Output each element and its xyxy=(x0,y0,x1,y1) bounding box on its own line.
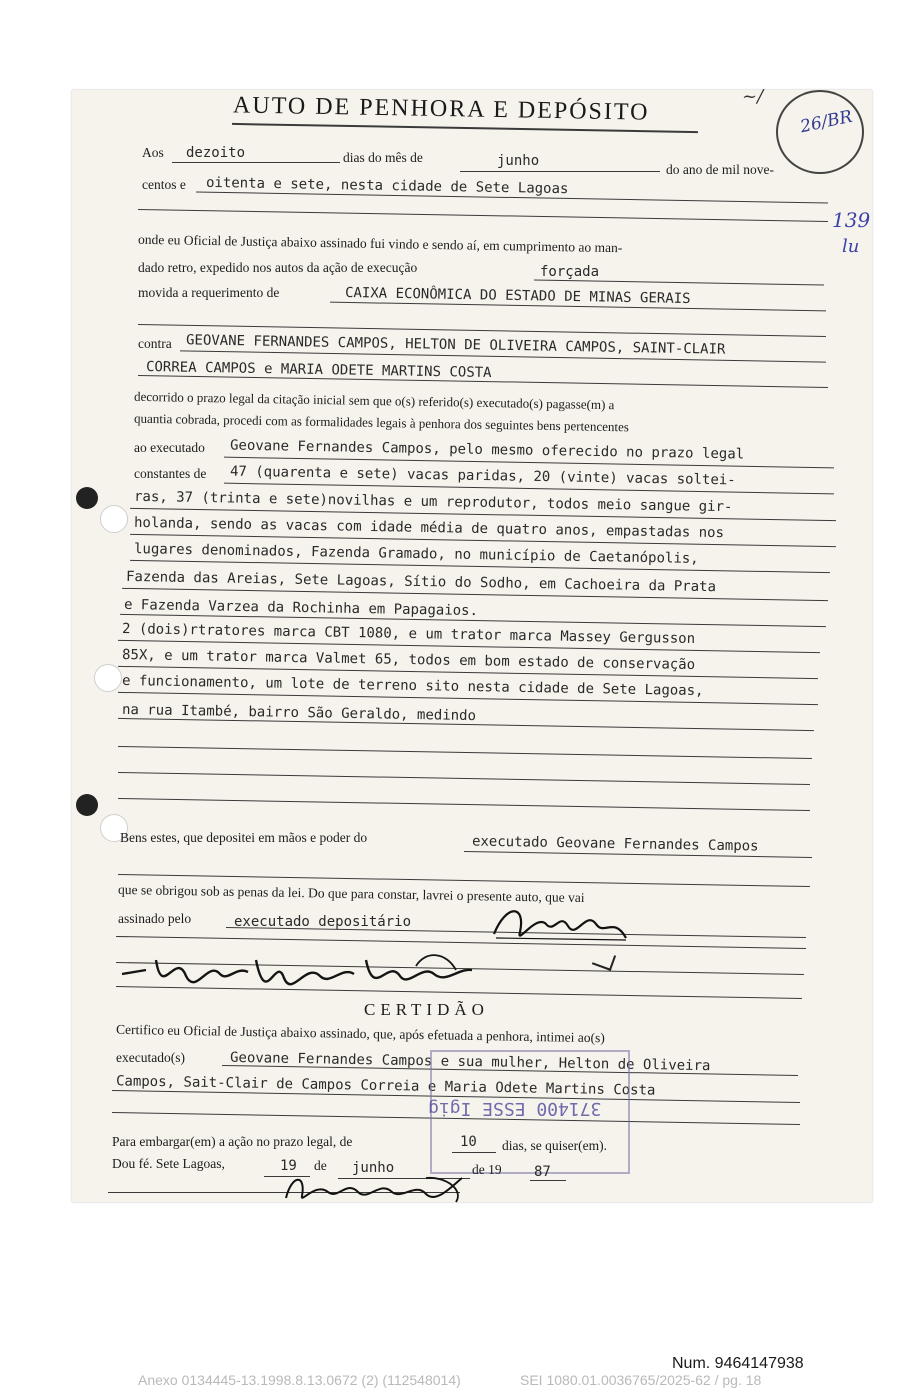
quantia-text: quantia cobrada, procedi com as formalidades legais à penhora dos seguintes bens pertencentes xyxy=(133,410,630,435)
date-month: junho xyxy=(352,1160,395,1176)
onde-text: onde eu Oficial de Justiça abaixo assinado fui vindo e sendo aí, em cumprimento ao man- xyxy=(137,231,623,256)
assinado-por-value: executado depositário xyxy=(234,914,412,930)
dias-label: dias do mês de xyxy=(343,150,423,165)
margin-page-number: 139 xyxy=(832,208,871,232)
aos-label: Aos xyxy=(142,145,164,160)
assinado-label: assinado pelo xyxy=(118,911,192,926)
bens-line-8: 2 (dois)rtratores marca CBT 1080, e um trator marca Massey Gergusson xyxy=(121,620,696,648)
dou-fe-text: Dou fé. Sete Lagoas, xyxy=(112,1156,225,1171)
intimados-line-2: Campos, Sait-Clair de Campos Correia e Maria Odete Martins Costa xyxy=(115,1073,656,1099)
sei-reference: SEI 1080.01.0036765/2025-62 / pg. 18 xyxy=(520,1372,762,1388)
exequente-value: CAIXA ECONÔMICA DO ESTADO DE MINAS GERAIS xyxy=(344,284,691,308)
date-day: 19 xyxy=(280,1158,297,1174)
decorrido-text: decorrido o prazo legal da citação inicial sem que o(s) referido(s) executado(s) pagasse(m) a xyxy=(133,388,615,413)
rule xyxy=(460,171,660,172)
bens-line-2: 47 (quarenta e sete) vacas paridas, 20 (vinte) vacas soltei- xyxy=(229,463,736,489)
official-signature xyxy=(486,894,636,954)
movida-label: movida a requerimento de xyxy=(138,285,280,300)
obrigou-text: que se obrigou sob as penas da lei. Do que para constar, lavrei o presente auto, que vai xyxy=(117,881,585,906)
date-de-2: de 19 xyxy=(472,1162,502,1177)
document-title: AUTO DE PENHORA E DEPÓSITO xyxy=(232,92,650,126)
prazo-dias-value: 10 xyxy=(460,1134,477,1150)
executados-label: executado(s) xyxy=(116,1050,185,1065)
dias-text: dias, se quiser(em). xyxy=(502,1138,607,1153)
rule xyxy=(172,162,340,163)
official-final-signature xyxy=(276,1168,476,1208)
margin-initials: lu xyxy=(842,236,860,257)
rule xyxy=(530,1180,566,1181)
top-mark: ~/ xyxy=(742,86,764,107)
bens-line-6: Fazenda das Areias, Sete Lagoas, Sítio do Sodho, em Cachoeira da Prata xyxy=(125,568,717,596)
bens-line-3: ras, 37 (trinta e sete)novilhas e um reprodutor, todos meio sangue gir- xyxy=(133,488,733,516)
bens-line-10: e funcionamento, um lote de terreno sito nesta cidade de Sete Lagoas, xyxy=(121,672,704,700)
binder-hole-mark-2 xyxy=(76,794,98,816)
bens-line-5: lugares denominados, Fazenda Gramado, no município de Caetanópolis, xyxy=(133,541,699,567)
date-de-1: de xyxy=(314,1158,327,1173)
month-value: junho xyxy=(497,153,540,169)
bens-line-1: Geovane Fernandes Campos, pelo mesmo oferecido no prazo legal xyxy=(229,437,745,463)
document-number: Num. 9464147938 xyxy=(672,1355,804,1372)
bens-line-7: e Fazenda Varzea da Rochinha em Papagaios. xyxy=(123,596,479,620)
rule xyxy=(452,1152,496,1153)
ao-executado-label: ao executado xyxy=(134,440,205,455)
executados-line-2: CORREA CAMPOS e MARIA ODETE MARTINS COSTA xyxy=(145,358,492,382)
ano-label: do ano de mil nove- xyxy=(666,162,774,177)
rubric-stamp: 26/BR xyxy=(798,106,855,138)
anexo-reference: Anexo 0134445-13.1998.8.13.0672 (2) (112548014) xyxy=(138,1372,461,1388)
certidao-line-1: Certifico eu Oficial de Justiça abaixo assinado, que, após efetuada a penhora, intimei ao(s) xyxy=(115,1021,605,1046)
constantes-label: constantes de xyxy=(134,466,207,481)
bens-line-4: holanda, sendo as vacas com idade média de quatro anos, empastadas nos xyxy=(133,514,725,542)
bens-estes-label: Bens estes, que depositei em mãos e poder do xyxy=(120,830,368,845)
year-place-value: oitenta e sete, nesta cidade de Sete Lagoas xyxy=(205,174,569,198)
certidao-heading: CERTIDÃO xyxy=(364,1000,489,1019)
depositario-value: executado Geovane Fernandes Campos xyxy=(471,833,759,855)
intimados-line-1: Geovane Fernandes Campos e sua mulher, Helton de Oliveira xyxy=(229,1049,711,1075)
punch-hole-1 xyxy=(100,505,128,533)
centos-label: centos e xyxy=(142,177,186,192)
stamp-number: 371400 ESSE Igig xyxy=(428,1098,602,1119)
contra-label: contra xyxy=(138,336,172,351)
acao-tipo: forçada xyxy=(540,264,600,280)
binder-hole-mark-1 xyxy=(76,487,98,509)
date-year-end: 87 xyxy=(534,1164,551,1180)
embargar-text: Para embargar(em) a ação no prazo legal, de xyxy=(112,1134,353,1149)
day-value: dezoito xyxy=(186,145,246,161)
punch-hole-2 xyxy=(94,664,122,692)
bens-line-9: 85X, e um trator marca Valmet 65, todos em bom estado de conservação xyxy=(121,646,696,674)
mandado-text: dado retro, expedido nos autos da ação de execução xyxy=(138,260,418,275)
executados-line-1: GEOVANE FERNANDES CAMPOS, HELTON DE OLIVEIRA CAMPOS, SAINT-CLAIR xyxy=(185,332,726,358)
bens-line-11: na rua Itambé, bairro São Geraldo, medindo xyxy=(121,701,477,725)
